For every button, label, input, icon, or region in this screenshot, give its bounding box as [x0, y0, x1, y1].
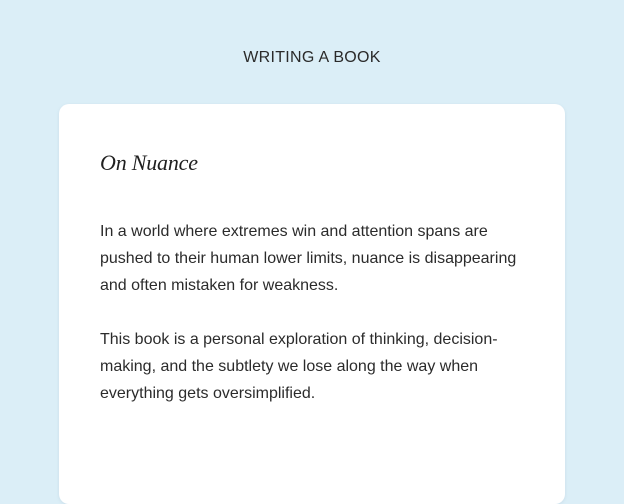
- book-description-paragraph: This book is a personal exploration of thinking, decision-making, and the subtlety we lose along the way when everything gets oversimplified.: [100, 331, 498, 402]
- book-title: On Nuance: [100, 150, 198, 175]
- page-header-title: WRITING A BOOK: [243, 49, 381, 66]
- book-description-paragraph: In a world where extremes win and attention spans are pushed to their human lower limits, nuance is disappearing and often mistaken for weakness.: [100, 223, 517, 294]
- book-card: [59, 104, 565, 504]
